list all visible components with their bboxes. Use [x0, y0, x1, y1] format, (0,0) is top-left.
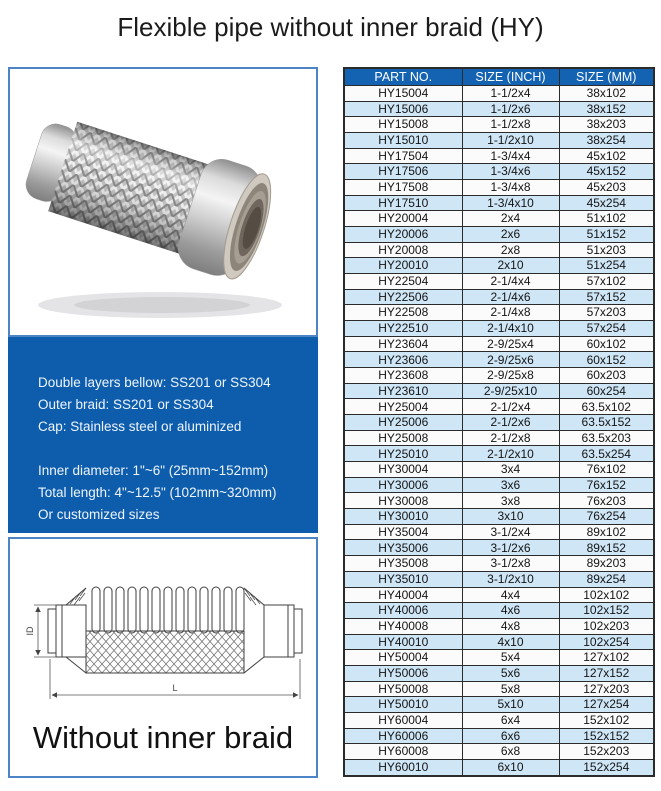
table-cell: 63.5x254: [559, 446, 654, 462]
table-cell: 152x203: [559, 744, 654, 760]
table-cell: HY25010: [344, 446, 462, 462]
table-cell: 45x102: [559, 148, 654, 164]
table-cell: 38x102: [559, 86, 654, 102]
size-table: [343, 67, 655, 777]
table-row: [344, 164, 654, 180]
table-cell: HY17504: [344, 148, 462, 164]
table-cell: 3x4: [462, 462, 559, 478]
table-cell: 45x203: [559, 180, 654, 196]
table-row: [344, 540, 654, 556]
table-cell: 1-3/4x6: [462, 164, 559, 180]
table-cell: 1-3/4x10: [462, 195, 559, 211]
table-cell: 3-1/2x4: [462, 524, 559, 540]
table-cell: 2-1/4x6: [462, 289, 559, 305]
info-line: Total length: 4"~12.5" (102mm~320mm): [38, 485, 277, 500]
table-cell: HY40006: [344, 603, 462, 619]
table-cell: 2-1/4x8: [462, 305, 559, 321]
table-cell: HY17508: [344, 180, 462, 196]
table-row: [344, 462, 654, 478]
table-row: [344, 509, 654, 525]
table-cell: 60x102: [559, 336, 654, 352]
table-cell: 6x4: [462, 712, 559, 728]
table-cell: 2x4: [462, 211, 559, 227]
table-row: [344, 274, 654, 290]
table-cell: 2-9/25x10: [462, 383, 559, 399]
table-cell: HY23604: [344, 336, 462, 352]
table-cell: HY60010: [344, 759, 462, 775]
table-cell: 76x102: [559, 462, 654, 478]
table-cell: 152x102: [559, 712, 654, 728]
table-cell: HY15008: [344, 117, 462, 133]
table-cell: 38x254: [559, 133, 654, 149]
table-cell: HY30010: [344, 509, 462, 525]
table-cell: 57x152: [559, 289, 654, 305]
length-dimension-label: L: [172, 683, 178, 693]
info-line: Outer braid: SS201 or SS304: [38, 397, 214, 412]
table-cell: HY20004: [344, 211, 462, 227]
table-cell: HY30008: [344, 493, 462, 509]
table-row: [344, 634, 654, 650]
product-photo: [10, 69, 316, 335]
drawing-box: [8, 537, 318, 778]
table-row: [344, 86, 654, 102]
table-row: [344, 305, 654, 321]
table-row: [344, 321, 654, 337]
table-cell: 102x102: [559, 587, 654, 603]
table-row: [344, 618, 654, 634]
table-cell: 127x203: [559, 681, 654, 697]
table-cell: 51x102: [559, 211, 654, 227]
table-cell: 89x203: [559, 556, 654, 572]
table-cell: HY50010: [344, 697, 462, 713]
table-cell: HY60006: [344, 728, 462, 744]
table-cell: 60x254: [559, 383, 654, 399]
table-cell: 3-1/2x6: [462, 540, 559, 556]
table-cell: 51x152: [559, 227, 654, 243]
info-line: Inner diameter: 1"~6" (25mm~152mm): [38, 463, 269, 478]
table-row: [344, 603, 654, 619]
drawing-caption: Without inner braid: [32, 720, 294, 755]
table-cell: 2-9/25x8: [462, 368, 559, 384]
table-cell: 152x152: [559, 728, 654, 744]
table-cell: 76x254: [559, 509, 654, 525]
table-cell: HY20006: [344, 227, 462, 243]
table-row: [344, 728, 654, 744]
table-cell: 5x6: [462, 665, 559, 681]
table-row: [344, 101, 654, 117]
table-row: [344, 430, 654, 446]
table-cell: 4x8: [462, 618, 559, 634]
size-table-wrap: [343, 67, 653, 777]
info-line: Cap: Stainless steel or aluminized: [38, 419, 242, 434]
table-cell: 57x254: [559, 321, 654, 337]
table-cell: HY60004: [344, 712, 462, 728]
product-photo-box: [8, 67, 318, 337]
table-row: [344, 117, 654, 133]
info-spacer: [38, 438, 308, 460]
table-cell: HY35008: [344, 556, 462, 572]
table-row: [344, 665, 654, 681]
table-row: [344, 650, 654, 666]
table-cell: HY15006: [344, 101, 462, 117]
page-title: Flexible pipe without inner braid (HY): [117, 12, 544, 42]
table-cell: HY50008: [344, 681, 462, 697]
table-row: [344, 697, 654, 713]
table-row: [344, 368, 654, 384]
table-cell: HY15004: [344, 86, 462, 102]
table-cell: 127x102: [559, 650, 654, 666]
table-row: [344, 524, 654, 540]
table-cell: 3-1/2x10: [462, 571, 559, 587]
table-cell: HY50004: [344, 650, 462, 666]
table-row: [344, 493, 654, 509]
table-cell: 2x6: [462, 227, 559, 243]
table-cell: 2x10: [462, 258, 559, 274]
table-cell: 89x102: [559, 524, 654, 540]
table-cell: HY23610: [344, 383, 462, 399]
table-cell: 3x8: [462, 493, 559, 509]
table-cell: 6x8: [462, 744, 559, 760]
table-cell: 152x254: [559, 759, 654, 775]
table-cell: 38x152: [559, 101, 654, 117]
table-cell: 60x152: [559, 352, 654, 368]
table-row: [344, 242, 654, 258]
table-cell: 51x203: [559, 242, 654, 258]
id-dimension-label: ID: [25, 626, 35, 636]
table-row: [344, 571, 654, 587]
table-cell: 57x203: [559, 305, 654, 321]
table-cell: 2x8: [462, 242, 559, 258]
technical-drawing: [22, 547, 304, 715]
table-row: [344, 289, 654, 305]
table-cell: 63.5x102: [559, 399, 654, 415]
table-row: [344, 681, 654, 697]
table-cell: HY23608: [344, 368, 462, 384]
table-cell: 2-1/4x4: [462, 274, 559, 290]
table-cell: 76x152: [559, 477, 654, 493]
table-row: [344, 227, 654, 243]
table-cell: 2-1/4x10: [462, 321, 559, 337]
table-cell: HY60008: [344, 744, 462, 760]
table-cell: 102x152: [559, 603, 654, 619]
table-cell: 45x254: [559, 195, 654, 211]
table-cell: HY20008: [344, 242, 462, 258]
table-row: [344, 446, 654, 462]
table-cell: 38x203: [559, 117, 654, 133]
table-cell: 127x254: [559, 697, 654, 713]
table-cell: 1-1/2x6: [462, 101, 559, 117]
table-cell: 102x254: [559, 634, 654, 650]
table-cell: HY25006: [344, 415, 462, 431]
table-cell: HY35004: [344, 524, 462, 540]
table-cell: 127x152: [559, 665, 654, 681]
info-line: Double layers bellow: SS201 or SS304: [38, 375, 271, 390]
column-header: SIZE (INCH): [462, 68, 559, 86]
table-cell: HY25004: [344, 399, 462, 415]
table-cell: 5x4: [462, 650, 559, 666]
table-row: [344, 383, 654, 399]
column-header: SIZE (MM): [559, 68, 654, 86]
table-cell: 57x102: [559, 274, 654, 290]
table-cell: 102x203: [559, 618, 654, 634]
column-header: PART NO.: [344, 68, 462, 86]
table-cell: HY20010: [344, 258, 462, 274]
table-cell: 51x254: [559, 258, 654, 274]
table-cell: HY17510: [344, 195, 462, 211]
info-box: [8, 337, 318, 533]
table-row: [344, 352, 654, 368]
table-row: [344, 211, 654, 227]
table-cell: 4x6: [462, 603, 559, 619]
table-cell: 5x10: [462, 697, 559, 713]
table-cell: 2-1/2x4: [462, 399, 559, 415]
table-row: [344, 759, 654, 775]
table-cell: 2-9/25x6: [462, 352, 559, 368]
table-cell: 1-1/2x8: [462, 117, 559, 133]
table-cell: 45x152: [559, 164, 654, 180]
table-cell: 2-9/25x4: [462, 336, 559, 352]
table-cell: 3x6: [462, 477, 559, 493]
table-row: [344, 258, 654, 274]
product-panel: [8, 67, 318, 778]
table-cell: 1-3/4x8: [462, 180, 559, 196]
table-row: [344, 744, 654, 760]
table-row: [344, 587, 654, 603]
table-cell: 4x10: [462, 634, 559, 650]
table-cell: 6x6: [462, 728, 559, 744]
table-cell: HY22504: [344, 274, 462, 290]
table-cell: 60x203: [559, 368, 654, 384]
table-cell: HY22510: [344, 321, 462, 337]
table-cell: 89x152: [559, 540, 654, 556]
header-row: [344, 68, 654, 86]
table-cell: 5x8: [462, 681, 559, 697]
table-cell: 3x10: [462, 509, 559, 525]
table-row: [344, 195, 654, 211]
table-cell: HY35010: [344, 571, 462, 587]
table-cell: 2-1/2x10: [462, 446, 559, 462]
table-cell: 1-3/4x4: [462, 148, 559, 164]
size-table-body: [344, 86, 654, 776]
table-cell: HY17506: [344, 164, 462, 180]
table-cell: HY40010: [344, 634, 462, 650]
table-cell: 63.5x203: [559, 430, 654, 446]
table-cell: 2-1/2x8: [462, 430, 559, 446]
table-cell: HY30006: [344, 477, 462, 493]
table-cell: HY22506: [344, 289, 462, 305]
table-row: [344, 336, 654, 352]
table-cell: 63.5x152: [559, 415, 654, 431]
table-row: [344, 133, 654, 149]
table-cell: HY25008: [344, 430, 462, 446]
table-row: [344, 556, 654, 572]
table-cell: 4x4: [462, 587, 559, 603]
table-cell: 76x203: [559, 493, 654, 509]
table-row: [344, 399, 654, 415]
table-cell: HY50006: [344, 665, 462, 681]
table-row: [344, 148, 654, 164]
table-row: [344, 712, 654, 728]
table-cell: 1-1/2x10: [462, 133, 559, 149]
table-row: [344, 415, 654, 431]
table-cell: HY40008: [344, 618, 462, 634]
table-cell: HY35006: [344, 540, 462, 556]
info-line: Or customized sizes: [38, 507, 160, 522]
table-cell: 1-1/2x4: [462, 86, 559, 102]
table-cell: HY30004: [344, 462, 462, 478]
table-cell: HY23606: [344, 352, 462, 368]
table-cell: 89x254: [559, 571, 654, 587]
table-row: [344, 180, 654, 196]
table-cell: HY40004: [344, 587, 462, 603]
table-cell: HY22508: [344, 305, 462, 321]
table-cell: 2-1/2x6: [462, 415, 559, 431]
table-row: [344, 477, 654, 493]
table-cell: 3-1/2x8: [462, 556, 559, 572]
table-cell: HY15010: [344, 133, 462, 149]
table-cell: 6x10: [462, 759, 559, 775]
